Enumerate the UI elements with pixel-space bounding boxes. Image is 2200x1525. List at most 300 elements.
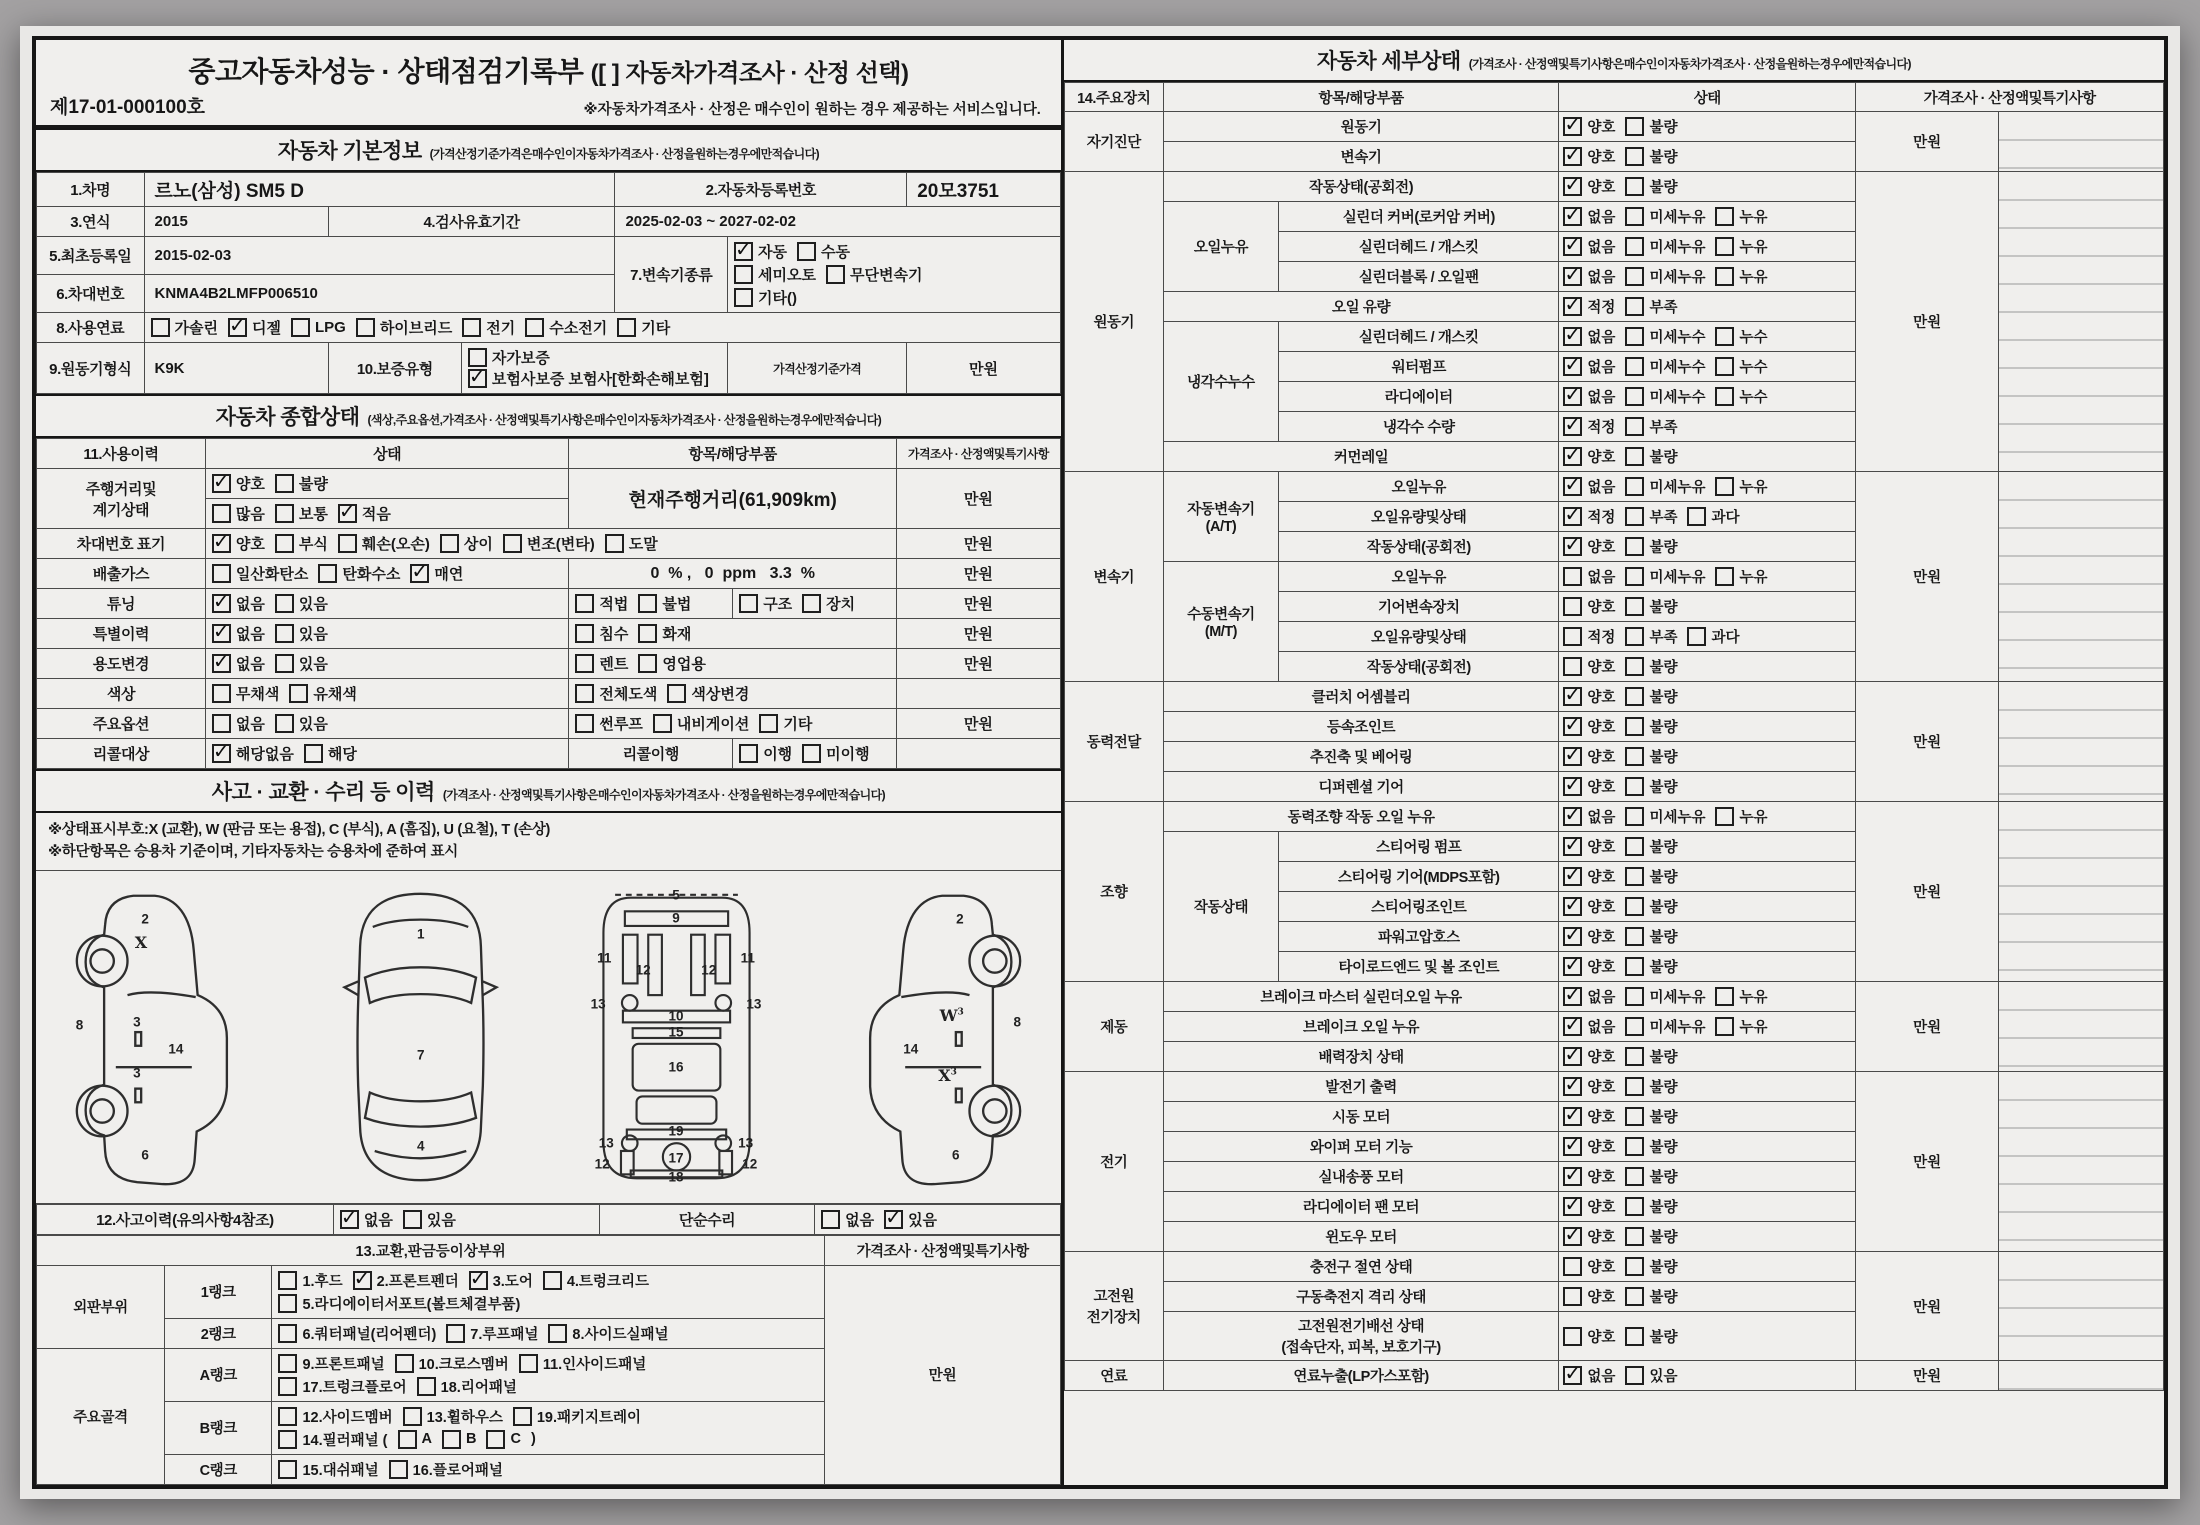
empty-box-icon: [826, 265, 845, 284]
checkbox-미세누유[interactable]: [1625, 266, 1705, 287]
checkbox-누유[interactable]: [1715, 986, 1767, 1007]
checkbox-보통[interactable]: [275, 503, 328, 524]
checkbox-label: 불량: [1649, 120, 1678, 136]
checkbox-양호[interactable]: [1563, 926, 1615, 947]
checkbox-양호[interactable]: [1563, 866, 1615, 887]
checkbox-양호[interactable]: [1563, 716, 1615, 737]
checkbox-불량[interactable]: [1625, 1226, 1677, 1247]
options-simple-repair: [815, 1204, 1061, 1234]
checkbox-양호[interactable]: [1563, 1046, 1615, 1067]
checkbox-미세누유[interactable]: [1625, 1016, 1705, 1037]
checkbox-하이브리드[interactable]: [356, 317, 452, 338]
checkbox-label: 보통: [298, 506, 328, 523]
checkbox-label: 자가보증: [491, 350, 550, 367]
empty-box-icon: [734, 265, 753, 284]
subgroup-label: 수동변속기 (M/T): [1163, 562, 1278, 682]
empty-box-icon: [575, 654, 594, 673]
checkbox-불량[interactable]: [1625, 1256, 1677, 1277]
checkbox-1.후드[interactable]: [278, 1270, 342, 1291]
checkbox-화재[interactable]: [638, 623, 691, 644]
label-main-frame: 주요골격: [37, 1348, 165, 1484]
checkbox-없음[interactable]: [340, 1209, 393, 1230]
checkbox-불량[interactable]: [1625, 1106, 1677, 1127]
checkbox-label: 렌트: [599, 656, 629, 673]
checkbox-해당[interactable]: [304, 743, 357, 764]
checkbox-불량[interactable]: [1625, 176, 1677, 197]
checked-box-icon: [1563, 1197, 1582, 1216]
checkbox-과다[interactable]: [1687, 626, 1739, 647]
checkbox-불법[interactable]: [638, 593, 691, 614]
checkbox-상이[interactable]: [440, 533, 493, 554]
item-label: 등속조인트: [1163, 712, 1559, 742]
checkbox-10.크로스멤버[interactable]: [395, 1353, 509, 1374]
option-line: [212, 592, 562, 615]
checkbox-불량[interactable]: [1625, 896, 1677, 917]
detail-subtitle: (가격조사 · 산정액및특기사항은매수인이자동차가격조사 · 산정을원하는경우에만적습니다): [1468, 57, 1911, 71]
checkbox-누수[interactable]: [1715, 386, 1767, 407]
option-line: [212, 562, 562, 585]
checkbox-불량[interactable]: [1625, 1136, 1677, 1157]
checkbox-없음[interactable]: [212, 713, 265, 734]
checkbox-label: 양호: [1587, 870, 1616, 886]
checkbox-label: 부족: [1649, 300, 1678, 316]
checkbox-label: 누유: [1739, 240, 1768, 256]
checkbox-불량[interactable]: [1625, 836, 1677, 857]
option-text: ): [530, 1431, 536, 1448]
checkbox-불량[interactable]: [1625, 536, 1677, 557]
checkbox-미세누수[interactable]: [1625, 356, 1705, 377]
item-label: 스티어링조인트: [1279, 892, 1559, 922]
checkbox-label: 상이: [463, 536, 493, 553]
checkbox-수동[interactable]: [797, 241, 850, 262]
checkbox-색상변경[interactable]: [667, 683, 749, 704]
checkbox-전기[interactable]: [462, 317, 515, 338]
checkbox-유채색[interactable]: [289, 683, 356, 704]
item-label: 디퍼렌셜 기어: [1163, 772, 1559, 802]
checkbox-기타[interactable]: [617, 317, 670, 338]
checkbox-양호[interactable]: [1563, 686, 1615, 707]
checkbox-부족[interactable]: [1625, 626, 1677, 647]
checkbox-누수[interactable]: [1715, 326, 1767, 347]
empty-box-icon: [318, 564, 337, 583]
checkbox-양호[interactable]: [1563, 836, 1615, 857]
checkbox-4.트렁크리드[interactable]: [543, 1270, 649, 1291]
empty-box-icon: [1625, 1137, 1644, 1156]
subgroup-label: 자동변속기 (A/T): [1163, 472, 1278, 562]
checkbox-미세누유[interactable]: [1625, 566, 1705, 587]
checkbox-없음[interactable]: [1563, 236, 1615, 257]
label-color: 색상: [37, 679, 206, 709]
item-label: 워터펌프: [1279, 352, 1559, 382]
checkbox-누유[interactable]: [1715, 566, 1767, 587]
checkbox-누유[interactable]: [1715, 1016, 1767, 1037]
checkbox-세미오토[interactable]: [734, 264, 816, 285]
checkbox-label: 12.사이드멤버: [302, 1409, 393, 1426]
empty-box-icon: [759, 714, 778, 733]
checkbox-18.리어패널[interactable]: [417, 1376, 517, 1397]
checkbox-불량[interactable]: [1625, 1046, 1677, 1067]
checkbox-12.사이드멤버[interactable]: [278, 1406, 392, 1427]
empty-box-icon: [1625, 627, 1644, 646]
subgroup-label: 오일누유: [1163, 202, 1278, 292]
option-line: [739, 742, 890, 765]
checkbox-불량[interactable]: [1625, 146, 1677, 167]
checkbox-label: 양호: [1587, 150, 1616, 166]
checkbox-양호[interactable]: [1563, 746, 1615, 767]
checkbox-자동[interactable]: [734, 241, 787, 262]
checkbox-수소전기[interactable]: [525, 317, 607, 338]
empty-box-icon: [212, 684, 231, 703]
checkbox-없음[interactable]: [821, 1209, 874, 1230]
checkbox-label: 양호: [1587, 180, 1616, 196]
option-line: [1563, 1255, 1851, 1278]
checkbox-무채색[interactable]: [212, 683, 279, 704]
header-exchange-panel: 13.교환,판금등이상부위: [37, 1235, 825, 1265]
checkbox-이행[interactable]: [739, 743, 792, 764]
diagram-legend: [36, 813, 1061, 871]
label-warranty-type: 10.보증유형: [328, 343, 461, 394]
detail-title: 자동차 세부상태: [1316, 50, 1461, 73]
checkbox-B[interactable]: [442, 1430, 476, 1449]
checkbox-LPG[interactable]: [291, 318, 346, 337]
checkbox-기타[interactable]: [759, 713, 812, 734]
checkbox-없음[interactable]: [1563, 986, 1615, 1007]
checkbox-해당없음[interactable]: [212, 743, 294, 764]
checkbox-label: 없음: [235, 626, 265, 643]
state-options: [1559, 1312, 1856, 1361]
option-line: [1563, 1364, 1851, 1387]
checkbox-양호[interactable]: [1563, 1076, 1615, 1097]
option-line: [1563, 295, 1851, 318]
checkbox-매연[interactable]: [410, 563, 463, 584]
checkbox-C[interactable]: [486, 1430, 520, 1449]
checkbox-불량[interactable]: [1625, 596, 1677, 617]
checkbox-장치[interactable]: [802, 593, 855, 614]
checkbox-불량[interactable]: [1625, 1286, 1677, 1307]
checkbox-없음[interactable]: [1563, 386, 1615, 407]
checkbox-label: 없음: [363, 1211, 393, 1229]
checkbox-보험사보증 보험사[한화손해보험][interactable]: [468, 368, 709, 389]
checkbox-영업용[interactable]: [638, 653, 705, 674]
checkbox-적정[interactable]: [1563, 626, 1615, 647]
checked-box-icon: [1563, 267, 1582, 286]
checkbox-구조[interactable]: [739, 593, 792, 614]
checkbox-적정[interactable]: [1563, 416, 1615, 437]
checkbox-없음[interactable]: [1563, 266, 1615, 287]
checkbox-미이행[interactable]: [802, 743, 869, 764]
checkbox-label: 없음: [1587, 480, 1616, 496]
options-special-history: [205, 619, 568, 649]
state-options: [1559, 682, 1856, 712]
checkbox-무단변속기[interactable]: [826, 264, 922, 285]
checkbox-15.대쉬패널[interactable]: [278, 1459, 378, 1480]
checkbox-label: LPG: [314, 319, 346, 336]
empty-box-icon: [1625, 297, 1644, 316]
checkbox-label: 11.인사이드패널: [542, 1356, 647, 1373]
option-line: [212, 682, 562, 705]
checkbox-8.사이드실패널[interactable]: [548, 1323, 668, 1344]
checkbox-미세누수[interactable]: [1625, 386, 1705, 407]
detail-state-table: [1064, 82, 2164, 1391]
checkbox-양호[interactable]: [1563, 656, 1615, 677]
checkbox-적정[interactable]: [1563, 506, 1615, 527]
checkbox-불량[interactable]: [1625, 716, 1677, 737]
price-notes-area: [1999, 1252, 2164, 1361]
item-label: 타이로드엔드 및 볼 조인트: [1279, 952, 1559, 982]
checkbox-없음[interactable]: [1563, 356, 1615, 377]
empty-box-icon: [802, 744, 821, 763]
checkbox-양호[interactable]: [1563, 1326, 1615, 1347]
empty-box-icon: [575, 624, 594, 643]
price-recall: [896, 739, 1060, 769]
checked-box-icon: [1563, 297, 1582, 316]
checked-box-icon: [1563, 507, 1582, 526]
checkbox-도말[interactable]: [605, 533, 658, 554]
checkbox-label: 누수: [1739, 390, 1768, 406]
checkbox-디젤[interactable]: [228, 317, 281, 338]
checkbox-양호[interactable]: [1563, 116, 1615, 137]
state-options: [1559, 1282, 1856, 1312]
checkbox-19.패키지트레이[interactable]: [513, 1406, 641, 1427]
checkbox-label: 불량: [1649, 720, 1678, 736]
panel-number-13: 13: [746, 995, 762, 1011]
checkbox-양호[interactable]: [1563, 1196, 1615, 1217]
checkbox-불량[interactable]: [1625, 1076, 1677, 1097]
checked-box-icon: [1563, 1077, 1582, 1096]
checkbox-양호[interactable]: [1563, 146, 1615, 167]
checkbox-침수[interactable]: [575, 623, 628, 644]
section-accident-title: [36, 769, 1061, 813]
checkbox-과다[interactable]: [1687, 506, 1739, 527]
panel-number-9: 9: [672, 909, 680, 925]
checkbox-양호[interactable]: [1563, 1256, 1615, 1277]
checkbox-불량[interactable]: [1625, 1166, 1677, 1187]
checkbox-훼손(오손)[interactable]: [338, 533, 430, 554]
checkbox-양호[interactable]: [1563, 1136, 1615, 1157]
checkbox-미세누유[interactable]: [1625, 206, 1705, 227]
empty-box-icon: [1625, 1017, 1644, 1036]
checkbox-내비게이션[interactable]: [653, 713, 749, 734]
checkbox-있음[interactable]: [275, 713, 328, 734]
checkbox-탄화수소[interactable]: [318, 563, 400, 584]
option-line: [278, 1322, 818, 1345]
empty-box-icon: [1715, 567, 1734, 586]
checkbox-적음[interactable]: [338, 503, 391, 524]
checkbox-양호[interactable]: [1563, 1226, 1615, 1247]
checkbox-없음[interactable]: [212, 593, 265, 614]
checkbox-양호[interactable]: [212, 473, 265, 494]
checkbox-불량[interactable]: [1625, 1326, 1677, 1347]
panel-number-15: 15: [668, 1024, 684, 1040]
checkbox-적정[interactable]: [1563, 296, 1615, 317]
option-line: [575, 592, 726, 615]
checkbox-2.프론트펜더[interactable]: [353, 1270, 459, 1291]
checkbox-부족[interactable]: [1625, 416, 1677, 437]
checkbox-불량[interactable]: [1625, 926, 1677, 947]
checkbox-누유[interactable]: [1715, 266, 1767, 287]
checkbox-양호[interactable]: [1563, 956, 1615, 977]
checkbox-16.플로어패널[interactable]: [389, 1459, 503, 1480]
checkbox-양호[interactable]: [1563, 536, 1615, 557]
checkbox-3.도어[interactable]: [469, 1270, 533, 1291]
checkbox-가솔린[interactable]: [151, 317, 218, 338]
checkbox-일산화탄소[interactable]: [212, 563, 308, 584]
option-line: [278, 1292, 818, 1315]
state-options: [1559, 532, 1856, 562]
checkbox-불량[interactable]: [1625, 956, 1677, 977]
checkbox-미세누유[interactable]: [1625, 806, 1705, 827]
checkbox-누유[interactable]: [1715, 236, 1767, 257]
checkbox-A[interactable]: [398, 1430, 432, 1449]
checkbox-없음[interactable]: [1563, 476, 1615, 497]
checkbox-렌트[interactable]: [575, 653, 628, 674]
checkbox-미세누유[interactable]: [1625, 986, 1705, 1007]
checkbox-불량[interactable]: [1625, 1196, 1677, 1217]
panel-number-16: 16: [668, 1059, 684, 1075]
checkbox-없음[interactable]: [212, 623, 265, 644]
empty-box-icon: [1625, 687, 1644, 706]
checked-box-icon: [884, 1210, 903, 1229]
checkbox-양호[interactable]: [1563, 446, 1615, 467]
option-line: [278, 1428, 818, 1451]
label-mileage-gauge: 주행거리및 계기상태: [37, 469, 206, 529]
state-options: [1559, 1222, 1856, 1252]
checkbox-불량[interactable]: [275, 473, 328, 494]
checkbox-미세누수[interactable]: [1625, 326, 1705, 347]
checkbox-label: 미세누유: [1649, 210, 1706, 226]
checkbox-기타()[interactable]: [734, 287, 797, 308]
checkbox-label: 하이브리드: [379, 320, 453, 337]
checkbox-양호[interactable]: [1563, 596, 1615, 617]
checkbox-label: 영업용: [662, 656, 706, 673]
checkbox-13.휠하우스[interactable]: [403, 1406, 503, 1427]
checkbox-변조(변타)[interactable]: [503, 533, 595, 554]
checkbox-label: 유채색: [313, 686, 357, 703]
checkbox-있음[interactable]: [275, 623, 328, 644]
checkbox-있음[interactable]: [1625, 1365, 1677, 1386]
checkbox-label: 불량: [298, 476, 328, 493]
checkbox-7.루프패널[interactable]: [446, 1323, 538, 1344]
checkbox-label: 불량: [1649, 1140, 1678, 1156]
checkbox-부족[interactable]: [1625, 506, 1677, 527]
option-line: [734, 263, 1054, 286]
checkbox-6.쿼터패널(리어펜더)[interactable]: [278, 1323, 436, 1344]
checkbox-label: 없음: [1587, 810, 1616, 826]
checkbox-있음[interactable]: [275, 653, 328, 674]
checkbox-label: 없음: [845, 1211, 875, 1229]
checkbox-label: 일산화탄소: [235, 566, 309, 583]
checkbox-label: 9.프론트패널: [302, 1356, 385, 1373]
option-line: [278, 1375, 818, 1398]
checkbox-부식[interactable]: [275, 533, 328, 554]
checkbox-양호[interactable]: [1563, 176, 1615, 197]
checkbox-있음[interactable]: [275, 593, 328, 614]
checkbox-14.필러패널 ([interactable]: [278, 1429, 387, 1450]
checkbox-불량[interactable]: [1625, 776, 1677, 797]
options-vin-marking: [205, 529, 896, 559]
checkbox-미세누유[interactable]: [1625, 236, 1705, 257]
checkbox-없음[interactable]: [1563, 1365, 1615, 1386]
state-options: [1559, 892, 1856, 922]
empty-box-icon: [1715, 387, 1734, 406]
checkbox-적법[interactable]: [575, 593, 628, 614]
option-line: [734, 286, 1054, 309]
checkbox-없음[interactable]: [1563, 566, 1615, 587]
checkbox-부족[interactable]: [1625, 296, 1677, 317]
options-color: [205, 679, 568, 709]
option-line: [1563, 415, 1851, 438]
price-vin-marking: 만원: [896, 529, 1060, 559]
checkbox-있음[interactable]: [403, 1209, 456, 1230]
checkbox-9.프론트패널[interactable]: [278, 1353, 384, 1374]
label-base-price: 가격산정기준가격: [728, 343, 907, 394]
checkbox-전체도색[interactable]: [575, 683, 657, 704]
checkbox-불량[interactable]: [1625, 116, 1677, 137]
checkbox-불량[interactable]: [1625, 866, 1677, 887]
checkbox-누유[interactable]: [1715, 476, 1767, 497]
checkbox-미세누유[interactable]: [1625, 476, 1705, 497]
checkbox-label: 있음: [426, 1211, 456, 1229]
checkbox-불량[interactable]: [1625, 446, 1677, 467]
checkbox-없음[interactable]: [212, 653, 265, 674]
item-label: 스티어링 펌프: [1279, 832, 1559, 862]
panel-number-18: 18: [668, 1169, 684, 1185]
checkbox-label: 양호: [1587, 750, 1616, 766]
checkbox-11.인사이드패널[interactable]: [519, 1353, 646, 1374]
checkbox-양호[interactable]: [1563, 1166, 1615, 1187]
overall-state-table: [36, 438, 1061, 769]
empty-box-icon: [275, 594, 294, 613]
checkbox-17.트렁크플로어[interactable]: [278, 1376, 406, 1397]
checkbox-없음[interactable]: [1563, 326, 1615, 347]
option-line: [212, 472, 562, 495]
checkbox-5.라디에이터서포트(볼트체결부품)[interactable]: [278, 1293, 520, 1314]
option-line: [1563, 565, 1851, 588]
checkbox-누유[interactable]: [1715, 206, 1767, 227]
checkbox-없음[interactable]: [1563, 206, 1615, 227]
price-cell: 만원: [1856, 112, 1999, 172]
option-line: [1563, 925, 1851, 948]
checkbox-없음[interactable]: [1563, 1016, 1615, 1037]
checkbox-누유[interactable]: [1715, 806, 1767, 827]
checkbox-썬루프[interactable]: [575, 713, 642, 734]
empty-box-icon: [1625, 267, 1644, 286]
checkbox-없음[interactable]: [1563, 806, 1615, 827]
checkbox-양호[interactable]: [1563, 1106, 1615, 1127]
subgroup-label: 냉각수누수: [1163, 322, 1278, 442]
empty-box-icon: [1625, 327, 1644, 346]
checkbox-많음[interactable]: [212, 503, 265, 524]
label-special-history: 특별이력: [37, 619, 206, 649]
option-line: [1563, 595, 1851, 618]
checkbox-불량[interactable]: [1625, 686, 1677, 707]
checkbox-누수[interactable]: [1715, 356, 1767, 377]
checkbox-양호[interactable]: [212, 533, 265, 554]
checkbox-label: 부족: [1649, 510, 1678, 526]
empty-box-icon: [617, 318, 636, 337]
checkbox-양호[interactable]: [1563, 1286, 1615, 1307]
right-column: [1064, 40, 2164, 1485]
accident-subtitle: (가격조사 · 산정액및특기사항은매수인이자동차가격조사 · 산정을원하는경우에만적습니다): [442, 788, 886, 802]
section-detail-title: [1064, 40, 2164, 82]
state-options: [1559, 1252, 1856, 1282]
empty-box-icon: [212, 504, 231, 523]
checkbox-양호[interactable]: [1563, 776, 1615, 797]
checkbox-있음[interactable]: [884, 1209, 937, 1230]
checkbox-불량[interactable]: [1625, 656, 1677, 677]
checkbox-양호[interactable]: [1563, 896, 1615, 917]
checkbox-불량[interactable]: [1625, 746, 1677, 767]
